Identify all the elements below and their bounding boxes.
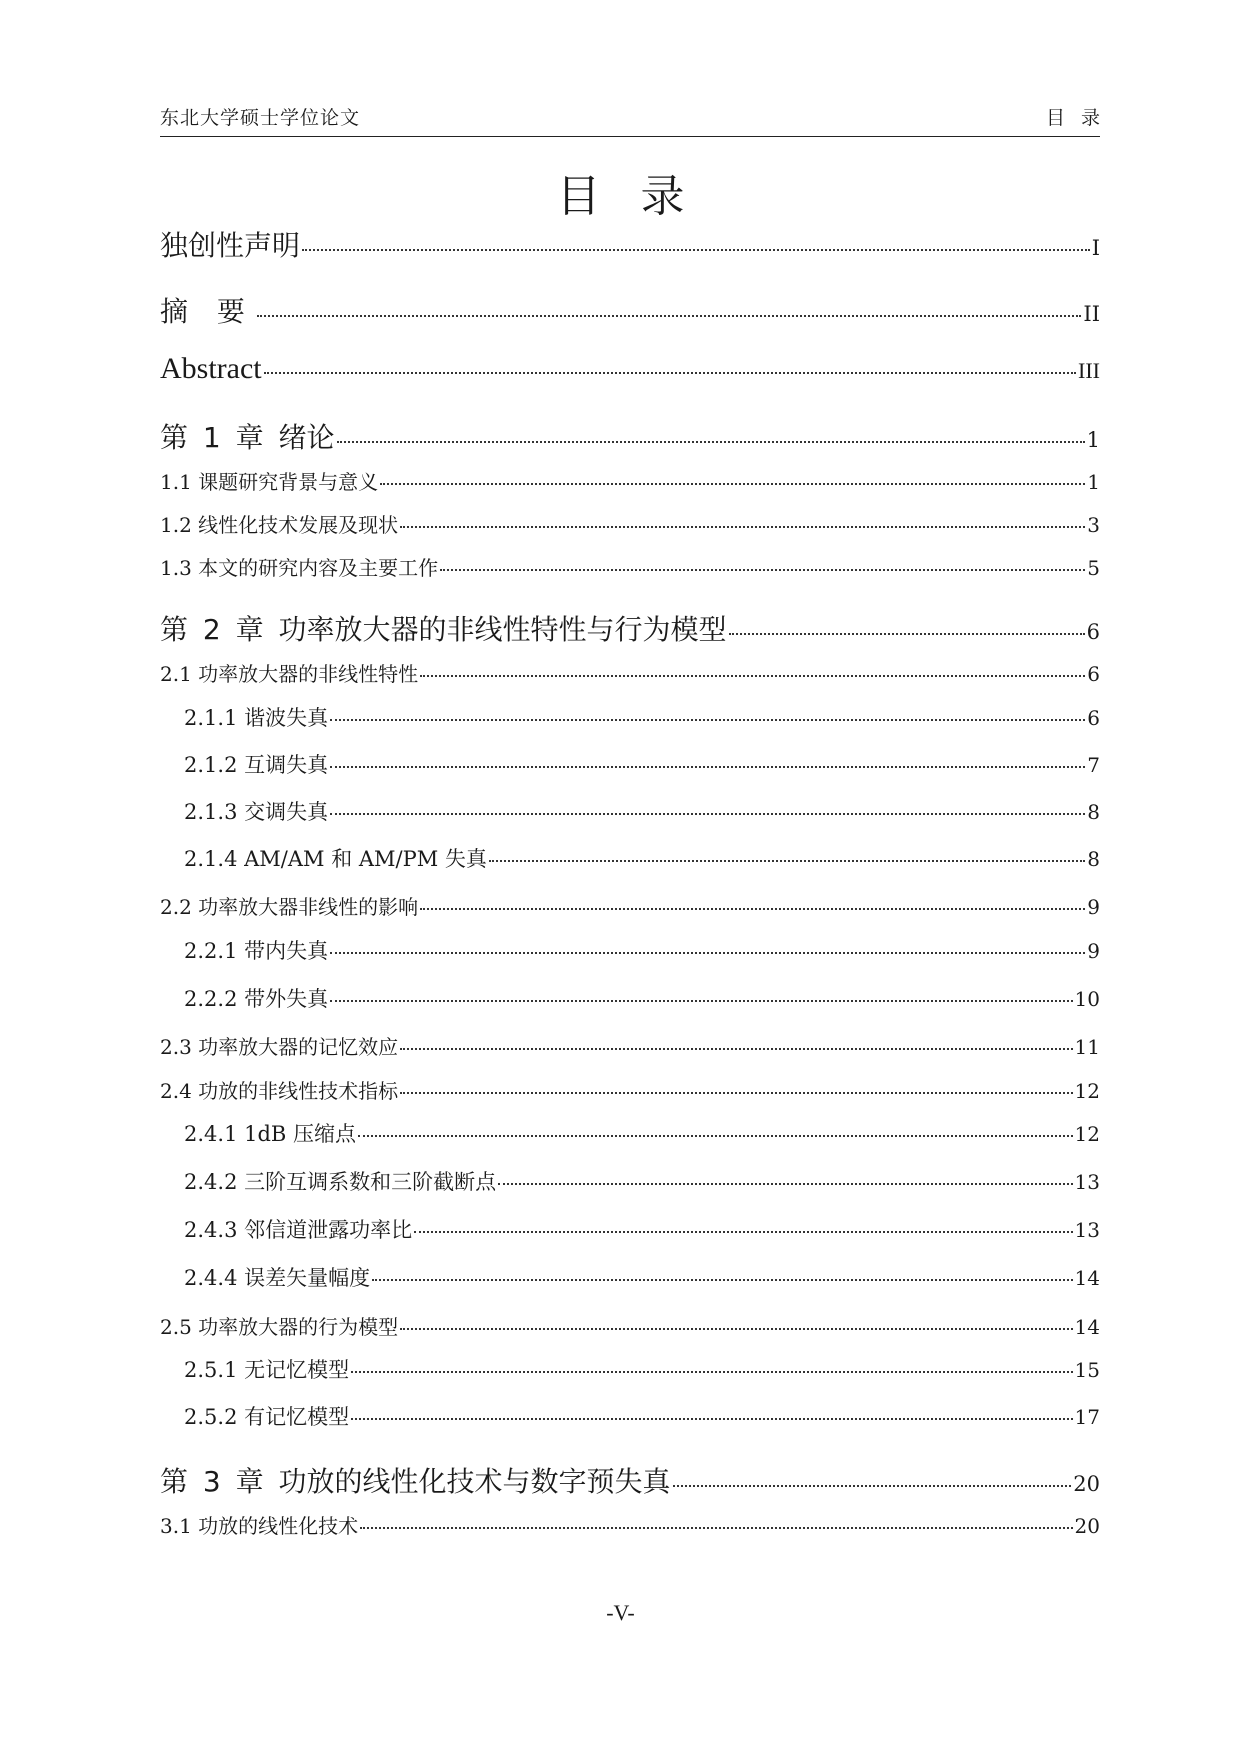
toc-entry-label: 1.3 本文的研究内容及主要工作 [160,556,439,580]
page-number: -V- [606,1600,635,1625]
toc-entry-label: 2.2.2 带外失真 [184,987,329,1011]
toc-entry-page: 1 [1086,428,1100,452]
toc-leader-dots [337,441,1085,443]
toc-leader-dots [330,766,1085,768]
toc-leader-dots [330,1000,1072,1002]
toc-leader-dots [257,315,1082,317]
toc-entry-section-2-2[interactable] [160,891,1100,920]
toc-entry-label: 独创性声明 [160,229,301,262]
toc-leader-dots [372,1279,1072,1281]
header-thesis-title: 东北大学硕士学位论文 [160,107,361,129]
toc-entry-section-1-3[interactable] [160,552,1100,581]
toc-entry-page: 20 [1073,1472,1100,1496]
toc-entry-label: 第 2 章 功率放大器的非线性特性与行为模型 [160,613,727,646]
toc-entry-page: 9 [1087,895,1100,919]
toc-entry-page: 20 [1074,1514,1100,1538]
toc-entry-page: 13 [1074,1218,1100,1242]
toc-entry-label: 2.4.1 1dB 压缩点 [184,1122,357,1146]
toc-leader-dots [498,1183,1072,1185]
toc-entry-section-2-5-1[interactable] [184,1354,1100,1384]
toc-entry-chapter-1[interactable] [160,416,1100,456]
toc-entry-label: 2.1.4 AM/AM 和 AM/PM 失真 [184,847,487,871]
toc-entry-abstract-cn[interactable] [160,290,1100,330]
toc-entry-page: 6 [1086,620,1100,644]
toc-entry-page: III [1078,358,1100,383]
toc-entry-page: 9 [1087,939,1100,963]
toc-leader-dots [351,1418,1072,1420]
toc-entry-page: II [1083,302,1100,326]
toc-entry-abstract-en[interactable] [160,352,1100,386]
toc-entry-label: 2.4 功放的非线性技术指标 [160,1079,399,1103]
toc-entry-label: 2.1 功率放大器的非线性特性 [160,662,419,686]
toc-entry-label: 第 3 章 功放的线性化技术与数字预失真 [160,1465,671,1498]
toc-entry-section-2-1-1[interactable] [184,702,1100,732]
toc-leader-dots [489,860,1085,862]
toc-leader-dots [420,908,1085,910]
toc-entry-section-2-5-2[interactable] [184,1401,1100,1431]
toc-entry-page: 17 [1074,1405,1100,1429]
toc-entry-page: 13 [1074,1170,1100,1194]
toc-entry-label: 2.2 功率放大器非线性的影响 [160,895,419,919]
toc-entry-section-2-3[interactable] [160,1031,1100,1060]
toc-entry-page: 8 [1087,847,1100,871]
toc-entry-section-2-4-2[interactable] [184,1166,1100,1196]
toc-entry-section-2-2-2[interactable] [184,983,1100,1013]
toc-entry-section-2-4-1[interactable] [184,1118,1100,1148]
toc-leader-dots [400,1048,1072,1050]
toc-entry-section-2-4[interactable] [160,1075,1100,1104]
toc-entry-label: 2.4.4 误差矢量幅度 [184,1266,371,1290]
toc-entry-label: 2.1.2 互调失真 [184,753,329,777]
toc-leader-dots [358,1135,1073,1137]
toc-entry-label: 2.4.2 三阶互调系数和三阶截断点 [184,1170,497,1194]
toc-entry-page: 6 [1087,662,1100,686]
toc-leader-dots [440,569,1085,571]
toc-entry-declaration[interactable] [160,224,1100,264]
toc-entry-label: 2.3 功率放大器的记忆效应 [160,1035,399,1059]
toc-entry-page: 12 [1074,1079,1100,1103]
toc-entry-page: 15 [1074,1358,1100,1382]
toc-leader-dots [673,1485,1072,1487]
toc-entry-page: 8 [1087,800,1100,824]
toc-leader-dots [414,1231,1072,1233]
toc-entry-label: 第 1 章 绪论 [160,421,335,454]
toc-entry-label: 2.5 功率放大器的行为模型 [160,1315,399,1339]
toc-entry-section-1-2[interactable] [160,509,1100,538]
toc-entry-page: 14 [1074,1315,1100,1339]
toc-entry-label: Abstract [160,352,262,385]
toc-entry-label: 2.5.1 无记忆模型 [184,1358,350,1382]
toc-entry-label: 2.4.3 邻信道泄露功率比 [184,1218,413,1242]
toc-entry-section-1-1[interactable] [160,466,1100,495]
toc-entry-section-2-1[interactable] [160,658,1100,687]
toc-entry-chapter-3[interactable] [160,1460,1100,1500]
toc-leader-dots [400,1328,1072,1330]
toc-entry-section-2-1-3[interactable] [184,796,1100,826]
toc-leader-dots [360,1527,1072,1529]
toc-leader-dots [330,719,1085,721]
toc-entry-label: 2.5.2 有记忆模型 [184,1405,350,1429]
toc-leader-dots [330,952,1085,954]
toc-entry-section-2-1-4[interactable] [184,843,1100,873]
toc-entry-section-2-5[interactable] [160,1311,1100,1340]
toc-leader-dots [330,813,1085,815]
toc-entry-label: 摘 要 [160,295,255,328]
toc-entry-section-2-1-2[interactable] [184,749,1100,779]
toc-entry-page: 5 [1087,556,1100,580]
toc-entry-label: 1.1 课题研究背景与意义 [160,470,379,494]
toc-leader-dots [400,1092,1072,1094]
toc-entry-page: 12 [1074,1122,1100,1146]
toc-entry-page: I [1091,236,1100,260]
toc-entry-page: 6 [1087,706,1100,730]
toc-entry-page: 10 [1074,987,1100,1011]
toc-leader-dots [400,526,1085,528]
toc-entry-section-2-2-1[interactable] [184,935,1100,965]
toc-leader-dots [264,372,1076,374]
toc-entry-page: 14 [1074,1266,1100,1290]
toc-leader-dots [420,675,1085,677]
page-title: 目录 [556,171,725,222]
toc-entry-section-3-1[interactable] [160,1510,1100,1539]
toc-leader-dots [380,483,1085,485]
toc-entry-page: 1 [1087,470,1100,494]
toc-leader-dots [351,1371,1072,1373]
toc-entry-chapter-2[interactable] [160,608,1100,648]
toc-entry-label: 2.1.3 交调失真 [184,800,329,824]
toc-entry-label: 2.2.1 带内失真 [184,939,329,963]
toc-entry-section-2-4-3[interactable] [184,1214,1100,1244]
toc-entry-page: 7 [1087,753,1100,777]
toc-leader-dots [302,249,1090,251]
toc-entry-label: 1.2 线性化技术发展及现状 [160,513,399,537]
toc-entry-section-2-4-4[interactable] [184,1262,1100,1292]
toc-entry-label: 3.1 功放的线性化技术 [160,1514,359,1538]
toc-entry-page: 3 [1087,513,1100,537]
header-section-name: 目录 [1045,107,1116,129]
toc-entry-label: 2.1.1 谐波失真 [184,706,329,730]
toc-leader-dots [729,633,1085,635]
running-header [160,104,1116,137]
toc-entry-page: 11 [1074,1035,1100,1059]
